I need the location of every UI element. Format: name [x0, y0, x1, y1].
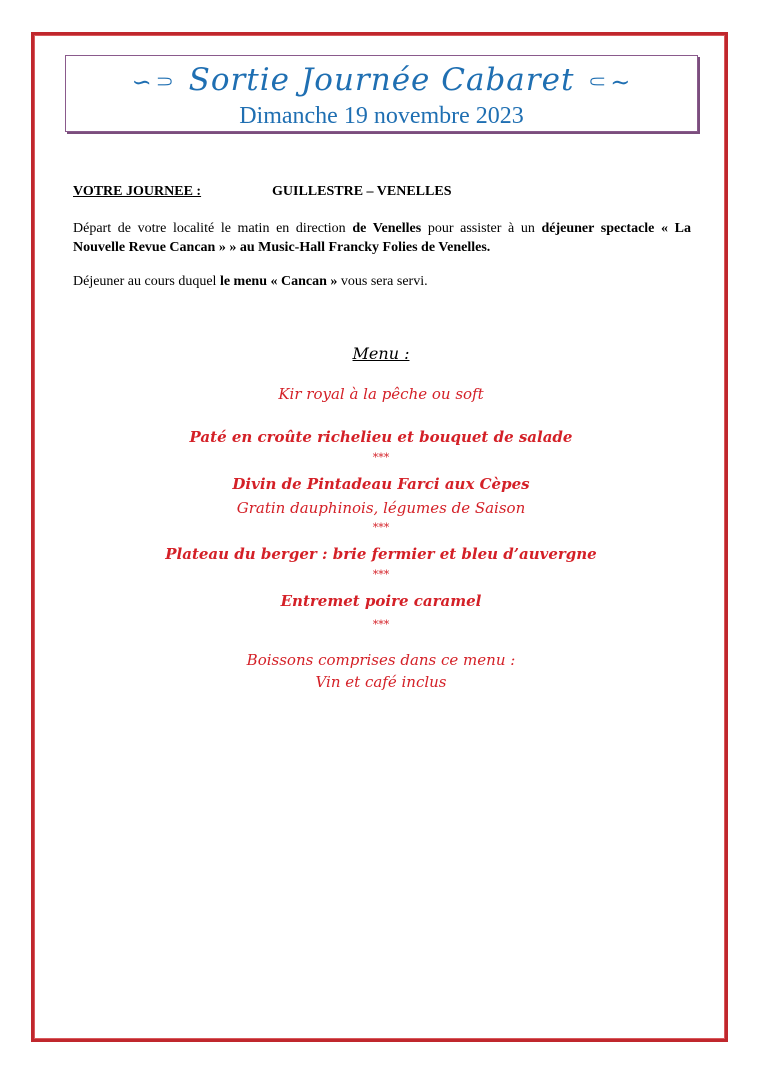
p1-bold-1: de Venelles — [352, 221, 422, 236]
journee-row — [73, 184, 452, 200]
menu-accompagnement: Gratin dauphinois, légumes de Saison — [236, 499, 526, 517]
event-date: Dimanche 19 novembre 2023 — [239, 103, 524, 129]
menu-separator-1: *** — [372, 451, 390, 464]
menu-separator-4: *** — [372, 618, 390, 631]
title-text: Sortie Journée Cabaret — [188, 62, 575, 98]
p1-bold-2: déjeuner spectacle « La Nouvelle Revue Cancan » » au Music-Hall Francky Folies de Venelles. — [73, 221, 691, 255]
departure-paragraph — [73, 219, 691, 257]
ornament-left-icon: ∽⸧ — [131, 68, 178, 96]
journee-label: VOTRE JOURNEE : — [73, 184, 202, 199]
p2-text-2: vous sera servi. — [337, 274, 428, 289]
menu-separator-2: *** — [372, 521, 390, 534]
page-title — [66, 62, 697, 98]
menu-boissons: Boissons comprises dans ce menu : — [246, 651, 516, 669]
ornament-right-icon: ⸦∼ — [585, 68, 632, 96]
menu-entree: Paté en croûte richelieu et bouquet de salade — [189, 428, 573, 446]
menu-dessert: Entremet poire caramel — [280, 592, 482, 610]
p2-bold-1: le menu « Cancan » — [219, 274, 338, 289]
p1-text-2: pour assister à un — [421, 221, 542, 236]
menu-fromage: Plateau du berger : brie fermier et bleu d’auvergne — [165, 545, 597, 563]
menu-title: Menu : — [352, 344, 410, 363]
menu-aperitif: Kir royal à la pêche ou soft — [278, 385, 484, 403]
menu-separator-3: *** — [372, 568, 390, 581]
menu-vin: Vin et café inclus — [315, 673, 447, 691]
p1-text-1: Départ de votre localité le matin en direction — [73, 221, 353, 236]
p2-text-1: Déjeuner au cours duquel — [73, 274, 220, 289]
title-box — [65, 55, 698, 132]
menu-plat: Divin de Pintadeau Farci aux Cèpes — [232, 475, 530, 493]
lunch-paragraph — [73, 272, 691, 291]
journee-route: GUILLESTRE – VENELLES — [272, 184, 452, 199]
